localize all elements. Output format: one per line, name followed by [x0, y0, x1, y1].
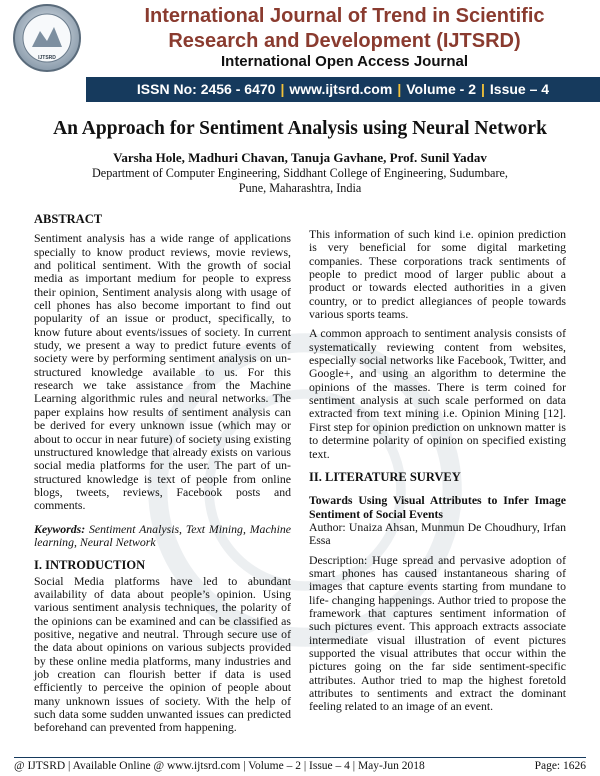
abstract-heading: ABSTRACT — [34, 212, 103, 226]
keywords-label: Keywords: — [34, 521, 86, 536]
right-column — [309, 228, 566, 720]
paper-title: An Approach for Sentiment Analysis using Neural Network — [53, 118, 547, 139]
volume-label: Volume - 2 — [406, 81, 476, 97]
open-access-label: International Open Access Journal — [220, 53, 468, 70]
affiliation-line2: Pune, Maharashtra, India — [238, 180, 362, 195]
affiliation-line1: Department of Computer Engineering, Siddhant College of Engineering, Sudumbare, — [92, 166, 508, 180]
journal-website-link[interactable]: www.ijtsrd.com — [289, 81, 393, 97]
paper-authors: Varsha Hole, Madhuri Chavan, Tanuja Gavhane, Prof. Sunil Yadav — [113, 150, 487, 165]
left-column — [34, 213, 291, 741]
right-paragraph-1: This information of such kind i.e. opinion prediction is very beneficial for some digital marketing companies. These corporations track sentiments of people to predict mood of larger public about a product or towards elected authorities in a given country, or to predict allegiances of people towards various sports teams. — [309, 227, 566, 322]
journal-title — [92, 4, 597, 54]
keywords — [34, 523, 291, 550]
reference-title: Towards Using Visual Attributes to Infer Image Sentiment of Social Events — [309, 493, 566, 521]
page-footer — [14, 757, 586, 772]
right-paragraph-2: A common approach to sentiment analysis consists of systematically reviewing content from websites, especially social networks like Facebook, Twitter, and Google+, and using an algorithm to determine the opinions of the masses. There is term coined for sentiment analysis at such scale performed on data extracted from text mining i.e. Opinion Mining [12]. First step for opinion prediction on unknown matter is to determine polarity of opinion on specified existing text. — [309, 326, 566, 461]
introduction-heading: I. INTRODUCTION — [34, 558, 146, 573]
keywords-text: Sentiment Analysis, Text Mining, Machine learning, Neural Network — [34, 521, 291, 549]
footer-citation: @ IJTSRD | Available Online @ www.ijtsrd.com | Volume – 2 | Issue – 4 | May-Jun 2018 — [14, 760, 425, 772]
journal-title-line2: Research and Development (IJTSRD) — [168, 30, 521, 52]
reference-author: Author: Unaiza Ahsan, Munmun De Choudhury, Irfan Essa — [309, 519, 566, 548]
issn-bar: ISSN No: 2456 - 6470 | www.ijtsrd.com | Volume - 2 | Issue – 4 — [86, 77, 600, 102]
issue-label: Issue – 4 — [489, 81, 550, 97]
journal-title-line1: International Journal of Trend in Scientific — [144, 5, 545, 27]
journal-logo-icon — [10, 3, 84, 73]
literature-survey-heading: II. LITERATURE SURVEY — [309, 469, 461, 484]
introduction-text: Social Media platforms have led to abundant availability of data about people’s opinion. Using various sentiment analysis techniques, the polarity of the opinions can be examined and can be classified as positive, negative and neutral. Through secure use of the data about opinions on various subjects provided by these online media platforms, many industries and job creation can flourish better if data is used efficiently to perceive the opinion of people about many unknown issues of society. With the help of such data some sudden unwanted issues can predicted beforehand can prevented from happening. — [34, 573, 291, 735]
issn-number: ISSN No: 2456 - 6470 — [136, 81, 276, 97]
abstract-text: Sentiment analysis has a wide range of applications specially to know product reviews, movie reviews, and political sentiment. With the growth of social media as important medium for people to express their opinion, Sentiment analysis along with usage of cell phones has also become important to find out popularity of an issue or product, specifically, to know future about events/issues of society. In current study, we present a way to predict future events of society were by performing sentiment analysis on un-structured knowledge available to us. For this research we take assistance from the Machine Learning algorithmic rules and neural networks. The paper explains how results of sentiment analysis can be derived for every unknown issue (which may or about to occur in near future) of society using existing unstructured knowledge that already exists on various social media platforms for the user. The part of un-structured knowledge is text of people from online blogs, tweets, reviews, Facebook posts and comments. — [34, 231, 291, 513]
reference-description: Description: Huge spread and pervasive adoption of smart phones has caused instantaneous sharing of images that capture events starting from mundane to life- changing happenings. Author tried to propose the framework that captures sentiment information of such pictures event. This approach extracts associate intermediate visual illustration of event pictures supported the visual attributes that occur within the pictures going on the far side sentiment-specific attributes. Author tried to map the highest foretold attributes to sentiments and extract the dominant feeling related to an image of an event. — [309, 552, 566, 714]
journal-header — [0, 0, 600, 106]
svg-text:IJTSRD: IJTSRD — [38, 55, 56, 61]
page-number: Page: 1626 — [534, 760, 586, 772]
paper-affiliation — [90, 166, 510, 195]
